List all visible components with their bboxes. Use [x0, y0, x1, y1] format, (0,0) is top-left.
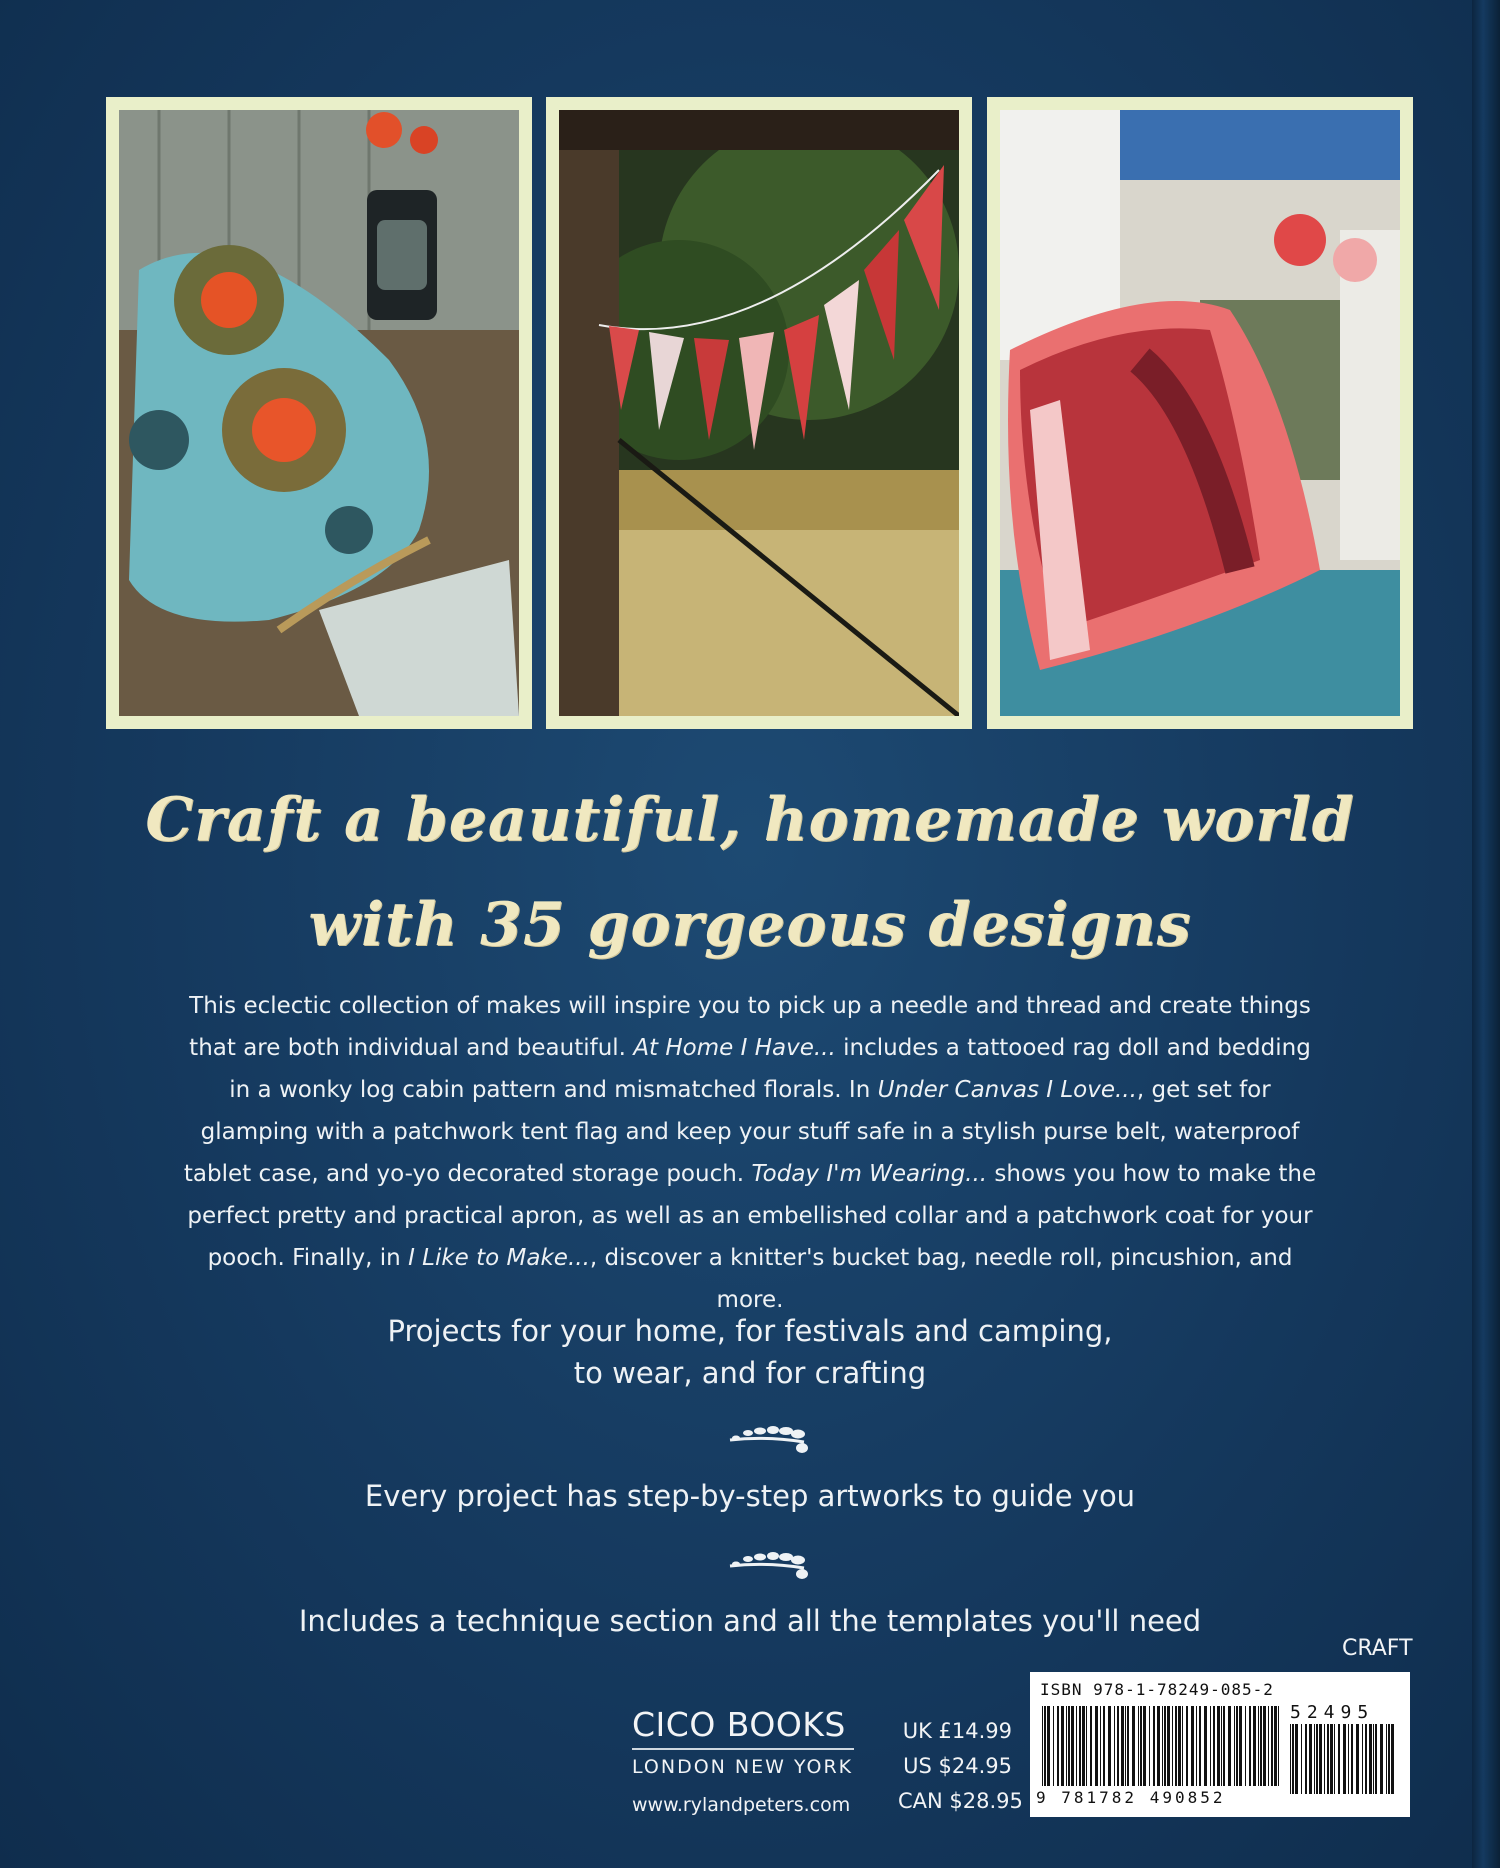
publisher-name: CICO BOOKS	[632, 1705, 846, 1744]
leaf-sprig-icon	[726, 1418, 812, 1458]
price-list	[898, 1714, 1023, 1819]
section-title-like-to-make: I Like to Make...	[408, 1245, 590, 1271]
publisher-block	[632, 1705, 854, 1816]
feature-projects-line-1: Projects for your home, for festivals and camping,	[387, 1314, 1113, 1348]
bunting-photo	[546, 97, 972, 729]
description-text: shows you how to make the perfect pretty and practical apron, as well as an embellished collar and a patchwork coat for your pooch. Finally, in	[187, 1161, 1317, 1271]
price-us: US $24.95	[903, 1754, 1012, 1778]
description-text: includes a tattooed rag doll and bedding in a wonky log cabin pattern and mismatched florals. In	[229, 1035, 1311, 1103]
pouch-lantern-illustration	[119, 110, 519, 716]
barcode-ean-digits: 9 781782 490852	[1036, 1788, 1226, 1807]
cushion-photo	[987, 97, 1413, 729]
barcode-addon-digits: 52495	[1290, 1702, 1375, 1723]
price-uk: UK £14.99	[902, 1719, 1012, 1743]
section-title-under-canvas: Under Canvas I Love...	[877, 1077, 1137, 1103]
ean-barcode-bars	[1042, 1706, 1282, 1786]
description-text: , discover a knitter's bucket bag, needle roll, pincushion, and more.	[589, 1245, 1293, 1313]
barcode	[1030, 1672, 1410, 1817]
leaf-sprig-icon	[726, 1544, 812, 1584]
publisher-divider	[632, 1748, 854, 1750]
pouch-lantern-photo	[106, 97, 532, 729]
publisher-url: www.rylandpeters.com	[632, 1794, 851, 1816]
section-title-at-home: At Home I Have...	[633, 1035, 836, 1061]
feature-step-by-step: Every project has step-by-step artworks to guide you	[364, 1479, 1136, 1513]
isbn-text: ISBN 978-1-78249-085-2	[1040, 1680, 1274, 1699]
addon-barcode-bars	[1290, 1724, 1395, 1794]
category-label: CRAFT	[1342, 1636, 1413, 1661]
cushion-illustration	[1000, 110, 1400, 716]
headline-line-1: Craft a beautiful, homemade world	[145, 785, 1355, 855]
publisher-cities: LONDON NEW YORK	[632, 1756, 854, 1778]
description-paragraph	[180, 985, 1320, 1321]
feature-techniques: Includes a technique section and all the templates you'll need	[298, 1604, 1202, 1638]
description-text: , get set for glamping with a patchwork tent flag and keep your stuff safe in a stylish purse belt, waterproof tablet case, and yo-yo decorated storage pouch.	[183, 1077, 1300, 1187]
section-title-today-wearing: Today I'm Wearing...	[751, 1161, 988, 1187]
price-can: CAN $28.95	[898, 1789, 1023, 1813]
description-text: This eclectic collection of makes will inspire you to pick up a needle and thread and create things that are both individual and beautiful.	[189, 993, 1311, 1061]
feature-projects-line-2: to wear, and for crafting	[573, 1356, 927, 1390]
bunting-illustration	[559, 110, 959, 716]
headline-line-2: with 35 gorgeous designs	[308, 890, 1192, 960]
feature-projects	[0, 1310, 1500, 1394]
